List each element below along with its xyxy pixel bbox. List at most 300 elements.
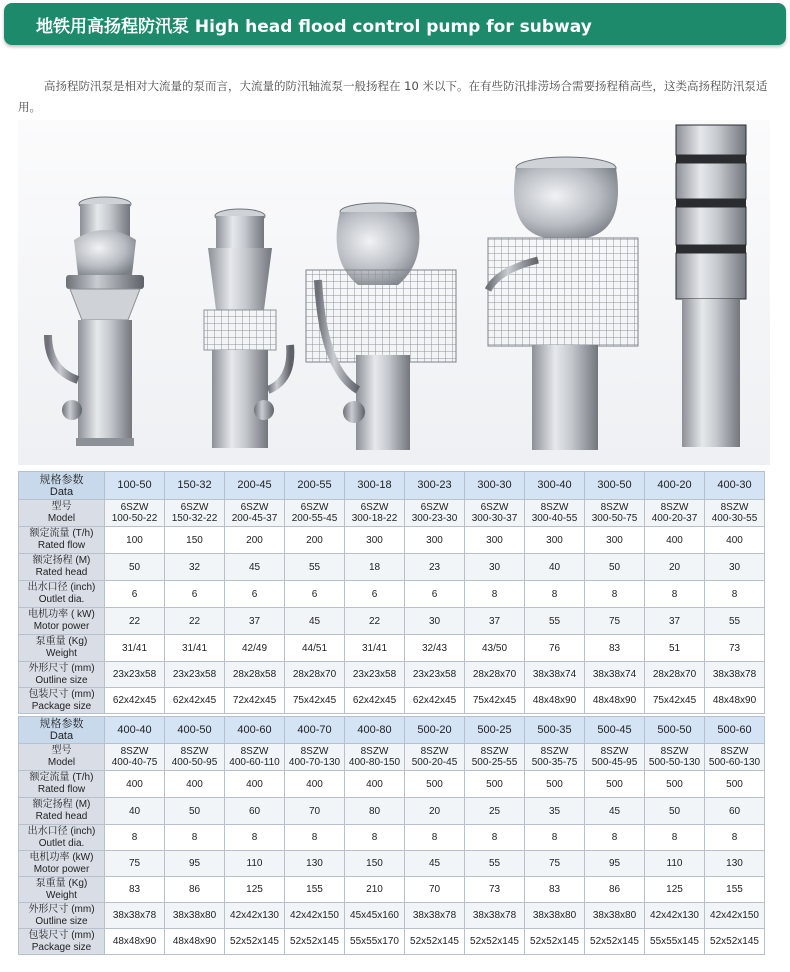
row-label-en: Motor power — [33, 621, 90, 632]
model-line: 8SZW — [300, 746, 329, 757]
spec-cell: 45 — [285, 608, 345, 635]
spec-cell: 38x38x78 — [705, 662, 765, 688]
row-label-cn: 电机功率 (kW) — [29, 851, 94, 863]
spec-cell: 155 — [285, 877, 345, 903]
row-label-en: Outlet dia. — [38, 594, 85, 605]
spec-cell: 52x52x145 — [225, 929, 285, 955]
spec-cell: 52x52x145 — [525, 929, 585, 955]
table-row — [19, 554, 765, 581]
row-label-cn: 泵重量 (Kg) — [35, 877, 88, 889]
spec-header-cell: 400-40 — [105, 717, 165, 744]
spec-cell: 400 — [225, 771, 285, 798]
row-label-cn: 外形尺寸 (mm) — [28, 662, 95, 674]
spec-cell: 38x38x74 — [525, 662, 585, 688]
row-label — [19, 688, 105, 714]
spec-cell: 50 — [165, 798, 225, 825]
model-line: 8SZW — [420, 746, 449, 757]
table-row — [19, 635, 765, 662]
spec-cell: 22 — [105, 608, 165, 635]
spec-cell: 8 — [465, 581, 525, 608]
spec-header-cell: 300-18 — [345, 472, 405, 500]
spec-cell: 8 — [705, 581, 765, 608]
table-row — [19, 877, 765, 903]
spec-cell: 50 — [645, 798, 705, 825]
row-label-cn: 额定扬程 (M) — [32, 799, 91, 810]
spec-cell: 6 — [285, 581, 345, 608]
spec-cell — [105, 744, 165, 771]
spec-header-cell: 500-25 — [465, 717, 525, 744]
spec-cell: 300 — [465, 527, 525, 554]
spec-cell: 110 — [645, 851, 705, 877]
spec-table-2 — [18, 716, 765, 955]
row-label-cn: 型号 — [51, 745, 72, 756]
spec-cell: 22 — [345, 608, 405, 635]
spec-cell — [285, 744, 345, 771]
model-line: 500-60-130 — [708, 757, 761, 768]
spec-cell: 20 — [645, 554, 705, 581]
table-row — [19, 472, 765, 500]
row-label-en: Data — [49, 485, 74, 498]
model-line: 300-50-75 — [591, 513, 638, 524]
spec-cell — [705, 744, 765, 771]
spec-header-cell: 500-60 — [705, 717, 765, 744]
spec-cell: 73 — [705, 635, 765, 662]
spec-cell: 28x28x70 — [285, 662, 345, 688]
model-line: 8SZW — [720, 746, 749, 757]
spec-cell: 72x42x45 — [225, 688, 285, 714]
table-row — [19, 825, 765, 851]
model-line: 8SZW — [540, 502, 569, 513]
row-label — [19, 527, 105, 554]
spec-cell: 44/51 — [285, 635, 345, 662]
model-line: 6SZW — [480, 502, 509, 513]
spec-cell: 300 — [525, 527, 585, 554]
row-label-cn: 规格参数 — [39, 473, 84, 486]
row-label-en: Model — [47, 757, 76, 768]
row-label — [19, 771, 105, 798]
spec-cell — [585, 500, 645, 527]
model-line: 500-45-95 — [591, 757, 638, 768]
row-label-en: Package size — [31, 941, 92, 953]
model-line: 6SZW — [420, 502, 449, 513]
model-line: 8SZW — [180, 746, 209, 757]
spec-table-1 — [18, 471, 765, 714]
spec-cell: 38x38x78 — [105, 903, 165, 929]
row-label — [19, 635, 105, 662]
model-line: 100-50-22 — [111, 513, 158, 524]
row-label — [19, 554, 105, 581]
row-label-cn: 规格参数 — [39, 718, 84, 730]
spec-header-cell: 400-70 — [285, 717, 345, 744]
model-line: 200-45-37 — [231, 513, 278, 524]
spec-cell: 42x42x130 — [225, 903, 285, 929]
spec-cell — [225, 744, 285, 771]
row-label-cn: 包装尺寸 (mm) — [28, 929, 95, 941]
spec-cell: 38x38x80 — [525, 903, 585, 929]
row-label-cn: 额定流量 (T/h) — [29, 528, 94, 539]
spec-cell: 6 — [345, 581, 405, 608]
row-label-en: Weight — [46, 648, 77, 659]
spec-cell: 500 — [405, 771, 465, 798]
spec-header-cell: 500-50 — [645, 717, 705, 744]
spec-cell: 125 — [225, 877, 285, 903]
spec-cell: 300 — [405, 527, 465, 554]
spec-cell: 20 — [405, 798, 465, 825]
spec-cell: 6 — [225, 581, 285, 608]
spec-cell: 45x45x160 — [345, 903, 405, 929]
spec-cell: 8 — [525, 825, 585, 851]
model-line: 500-50-130 — [648, 757, 701, 768]
spec-cell: 8 — [585, 825, 645, 851]
row-label-en: Outlet dia. — [38, 837, 85, 849]
spec-cell — [525, 744, 585, 771]
spec-cell: 200 — [225, 527, 285, 554]
spec-cell: 75 — [525, 851, 585, 877]
spec-cell: 125 — [645, 877, 705, 903]
spec-cell: 150 — [165, 527, 225, 554]
product-photo — [18, 120, 770, 465]
model-line: 8SZW — [660, 746, 689, 757]
row-label-cn: 泵重量 (Kg) — [35, 636, 88, 647]
row-label-en: Motor power — [33, 863, 90, 875]
spec-cell: 42/49 — [225, 635, 285, 662]
spec-cell: 8 — [345, 825, 405, 851]
spec-cell: 52x52x145 — [285, 929, 345, 955]
spec-cell: 40 — [105, 798, 165, 825]
row-label-cn: 额定流量 (T/h) — [29, 772, 94, 783]
spec-cell: 75 — [585, 608, 645, 635]
spec-cell: 55 — [705, 608, 765, 635]
spec-cell: 400 — [645, 527, 705, 554]
spec-cell: 400 — [165, 771, 225, 798]
table-row — [19, 581, 765, 608]
spec-header-cell: 300-23 — [405, 472, 465, 500]
spec-cell: 31/41 — [105, 635, 165, 662]
spec-cell: 300 — [585, 527, 645, 554]
spec-cell: 32 — [165, 554, 225, 581]
spec-cell: 6 — [165, 581, 225, 608]
spec-cell: 45 — [405, 851, 465, 877]
spec-cell: 62x42x45 — [165, 688, 225, 714]
row-label — [19, 472, 105, 500]
model-line: 500-25-55 — [471, 757, 518, 768]
spec-cell: 22 — [165, 608, 225, 635]
spec-cell: 130 — [705, 851, 765, 877]
spec-cell: 60 — [225, 798, 285, 825]
spec-cell: 51 — [645, 635, 705, 662]
row-label — [19, 877, 105, 903]
spec-cell: 23x23x58 — [345, 662, 405, 688]
spec-cell: 100 — [105, 527, 165, 554]
pump-3 — [306, 203, 456, 450]
spec-cell — [405, 500, 465, 527]
spec-cell: 76 — [525, 635, 585, 662]
spec-cell: 62x42x45 — [345, 688, 405, 714]
spec-cell: 28x28x70 — [645, 662, 705, 688]
spec-cell: 155 — [705, 877, 765, 903]
table-row — [19, 717, 765, 744]
spec-cell: 60 — [705, 798, 765, 825]
row-label-cn: 外形尺寸 (mm) — [28, 903, 95, 915]
spec-cell — [465, 744, 525, 771]
spec-cell: 35 — [525, 798, 585, 825]
model-line: 400-70-130 — [288, 757, 341, 768]
row-label-en: Rated flow — [37, 784, 86, 795]
spec-cell: 500 — [705, 771, 765, 798]
row-label-cn: 出水口径 (inch) — [27, 825, 96, 837]
spec-cell: 55x55x145 — [645, 929, 705, 955]
spec-cell: 25 — [465, 798, 525, 825]
spec-cell — [645, 744, 705, 771]
spec-cell: 23 — [405, 554, 465, 581]
spec-header-cell: 200-55 — [285, 472, 345, 500]
spec-cell: 8 — [405, 825, 465, 851]
spec-cell: 37 — [645, 608, 705, 635]
row-label-cn: 型号 — [51, 501, 72, 512]
row-label-en: Outline size — [35, 674, 88, 686]
table-row — [19, 903, 765, 929]
model-line: 8SZW — [240, 746, 269, 757]
spec-cell: 6 — [405, 581, 465, 608]
row-label — [19, 744, 105, 771]
model-line: 6SZW — [180, 502, 209, 513]
spec-cell — [525, 500, 585, 527]
spec-cell: 110 — [225, 851, 285, 877]
spec-cell: 400 — [105, 771, 165, 798]
model-line: 400-30-55 — [711, 513, 758, 524]
spec-cell: 48x48x90 — [525, 688, 585, 714]
spec-cell: 8 — [285, 825, 345, 851]
spec-cell — [585, 744, 645, 771]
spec-cell: 38x38x74 — [585, 662, 645, 688]
spec-cell: 86 — [585, 877, 645, 903]
spec-cell: 52x52x145 — [705, 929, 765, 955]
spec-cell: 32/43 — [405, 635, 465, 662]
pump-4 — [488, 157, 638, 450]
spec-cell: 95 — [165, 851, 225, 877]
model-line: 8SZW — [600, 502, 629, 513]
row-label — [19, 717, 105, 744]
spec-cell: 70 — [285, 798, 345, 825]
spec-cell: 52x52x145 — [465, 929, 525, 955]
spec-cell: 62x42x45 — [405, 688, 465, 714]
row-label — [19, 581, 105, 608]
table-row — [19, 608, 765, 635]
spec-header-cell: 500-35 — [525, 717, 585, 744]
spec-cell: 400 — [285, 771, 345, 798]
spec-cell: 23x23x58 — [405, 662, 465, 688]
model-line: 8SZW — [360, 746, 389, 757]
spec-header-cell: 400-80 — [345, 717, 405, 744]
spec-cell: 130 — [285, 851, 345, 877]
spec-cell — [645, 500, 705, 527]
spec-cell: 31/41 — [345, 635, 405, 662]
spec-cell: 70 — [405, 877, 465, 903]
model-line: 8SZW — [600, 746, 629, 757]
spec-cell: 8 — [525, 581, 585, 608]
spec-cell: 8 — [645, 581, 705, 608]
spec-cell: 500 — [645, 771, 705, 798]
spec-cell: 40 — [525, 554, 585, 581]
spec-header-cell: 150-32 — [165, 472, 225, 500]
spec-cell: 48x48x90 — [105, 929, 165, 955]
model-line: 200-55-45 — [291, 513, 338, 524]
spec-cell: 500 — [465, 771, 525, 798]
table-row — [19, 527, 765, 554]
spec-cell: 55 — [525, 608, 585, 635]
spec-cell: 400 — [345, 771, 405, 798]
model-line: 300-30-37 — [471, 513, 518, 524]
spec-cell: 83 — [585, 635, 645, 662]
model-line: 6SZW — [240, 502, 269, 513]
spec-cell: 8 — [705, 825, 765, 851]
spec-cell: 150 — [345, 851, 405, 877]
spec-cell: 62x42x45 — [105, 688, 165, 714]
spec-cell: 50 — [585, 554, 645, 581]
spec-cell — [465, 500, 525, 527]
spec-cell: 8 — [165, 825, 225, 851]
spec-cell: 75x42x45 — [285, 688, 345, 714]
spec-cell: 8 — [585, 581, 645, 608]
spec-cell: 52x52x145 — [405, 929, 465, 955]
model-line: 400-20-37 — [651, 513, 698, 524]
row-label-cn: 电机功率 ( kW) — [28, 609, 95, 620]
row-label — [19, 662, 105, 688]
spec-cell — [345, 744, 405, 771]
row-label-en: Rated flow — [37, 540, 86, 551]
table-row — [19, 662, 765, 688]
spec-cell: 18 — [345, 554, 405, 581]
spec-cell: 50 — [105, 554, 165, 581]
spec-cell: 83 — [105, 877, 165, 903]
row-label-cn: 额定扬程 (M) — [32, 555, 91, 566]
spec-cell: 28x28x70 — [465, 662, 525, 688]
spec-cell: 28x28x58 — [225, 662, 285, 688]
model-line: 6SZW — [360, 502, 389, 513]
spec-cell — [345, 500, 405, 527]
row-label — [19, 608, 105, 635]
row-label — [19, 500, 105, 527]
spec-cell: 6 — [105, 581, 165, 608]
spec-cell: 80 — [345, 798, 405, 825]
row-label — [19, 798, 105, 825]
spec-cell: 42x42x150 — [705, 903, 765, 929]
row-label — [19, 825, 105, 851]
table-row — [19, 500, 765, 527]
table-row — [19, 798, 765, 825]
model-line: 400-60-110 — [229, 757, 280, 768]
model-line: 8SZW — [480, 746, 509, 757]
spec-cell: 43/50 — [465, 635, 525, 662]
spec-header-cell: 500-20 — [405, 717, 465, 744]
model-line: 300-23-30 — [411, 513, 458, 524]
model-line: 8SZW — [720, 502, 749, 513]
spec-cell: 300 — [345, 527, 405, 554]
table-row — [19, 771, 765, 798]
spec-cell — [705, 500, 765, 527]
spec-cell: 31/41 — [165, 635, 225, 662]
spec-cell: 73 — [465, 877, 525, 903]
model-line: 400-50-95 — [171, 757, 218, 768]
spec-header-cell: 300-30 — [465, 472, 525, 500]
spec-cell: 48x48x90 — [585, 688, 645, 714]
spec-cell: 48x48x90 — [705, 688, 765, 714]
spec-cell: 48x48x90 — [165, 929, 225, 955]
model-line: 8SZW — [120, 746, 149, 757]
spec-cell: 8 — [225, 825, 285, 851]
spec-header-cell: 100-50 — [105, 472, 165, 500]
spec-cell: 8 — [645, 825, 705, 851]
spec-cell: 37 — [225, 608, 285, 635]
row-label-en: Rated head — [35, 567, 88, 578]
row-label-en: Data — [49, 730, 74, 742]
spec-header-cell: 200-45 — [225, 472, 285, 500]
page-title: 地铁用高扬程防汛泵 High head flood control pump for subway — [36, 17, 592, 37]
spec-cell: 38x38x78 — [465, 903, 525, 929]
spec-header-cell: 300-40 — [525, 472, 585, 500]
pump-5 — [676, 125, 746, 447]
row-label — [19, 929, 105, 955]
spec-cell — [405, 744, 465, 771]
spec-cell: 42x42x150 — [285, 903, 345, 929]
spec-cell — [105, 500, 165, 527]
spec-cell: 30 — [405, 608, 465, 635]
row-label-en: Model — [47, 513, 76, 524]
spec-cell: 23x23x58 — [105, 662, 165, 688]
model-line: 6SZW — [120, 502, 149, 513]
spec-cell: 95 — [585, 851, 645, 877]
spec-cell: 210 — [345, 877, 405, 903]
table-row — [19, 929, 765, 955]
spec-cell: 86 — [165, 877, 225, 903]
spec-header-cell: 400-30 — [705, 472, 765, 500]
table-row — [19, 688, 765, 714]
model-line: 300-18-22 — [351, 513, 398, 524]
table-row — [19, 744, 765, 771]
spec-header-cell: 500-45 — [585, 717, 645, 744]
model-line: 8SZW — [660, 502, 689, 513]
pump-lineup-illustration — [18, 120, 770, 465]
pump-1 — [48, 197, 144, 446]
spec-cell: 45 — [585, 798, 645, 825]
spec-cell: 75x42x45 — [465, 688, 525, 714]
spec-cell: 23x23x58 — [165, 662, 225, 688]
row-label-en: Weight — [46, 889, 77, 901]
row-label-en: Rated head — [35, 811, 88, 822]
spec-cell: 30 — [465, 554, 525, 581]
page-header — [4, 3, 786, 45]
row-label-cn: 包装尺寸 (mm) — [28, 688, 95, 700]
row-label-en: Package size — [31, 700, 92, 712]
spec-cell: 55 — [285, 554, 345, 581]
model-line: 500-35-75 — [531, 757, 578, 768]
spec-cell: 400 — [705, 527, 765, 554]
spec-cell: 38x38x80 — [165, 903, 225, 929]
spec-cell: 30 — [705, 554, 765, 581]
spec-cell: 52x52x145 — [585, 929, 645, 955]
intro-paragraph: 高扬程防汛泵是相对大流量的泵而言，大流量的防汛轴流泵一般扬程在 10 米以下。在有些防汛排涝场合需要扬程稍高些，这类高扬程防汛泵适用。 — [18, 79, 768, 114]
model-line: 500-20-45 — [411, 757, 458, 768]
model-line: 8SZW — [540, 746, 569, 757]
spec-cell: 55 — [465, 851, 525, 877]
spec-cell: 500 — [585, 771, 645, 798]
spec-cell: 38x38x80 — [585, 903, 645, 929]
table-row — [19, 851, 765, 877]
spec-header-cell: 300-50 — [585, 472, 645, 500]
spec-cell: 38x38x78 — [405, 903, 465, 929]
spec-cell: 500 — [525, 771, 585, 798]
spec-cell: 45 — [225, 554, 285, 581]
